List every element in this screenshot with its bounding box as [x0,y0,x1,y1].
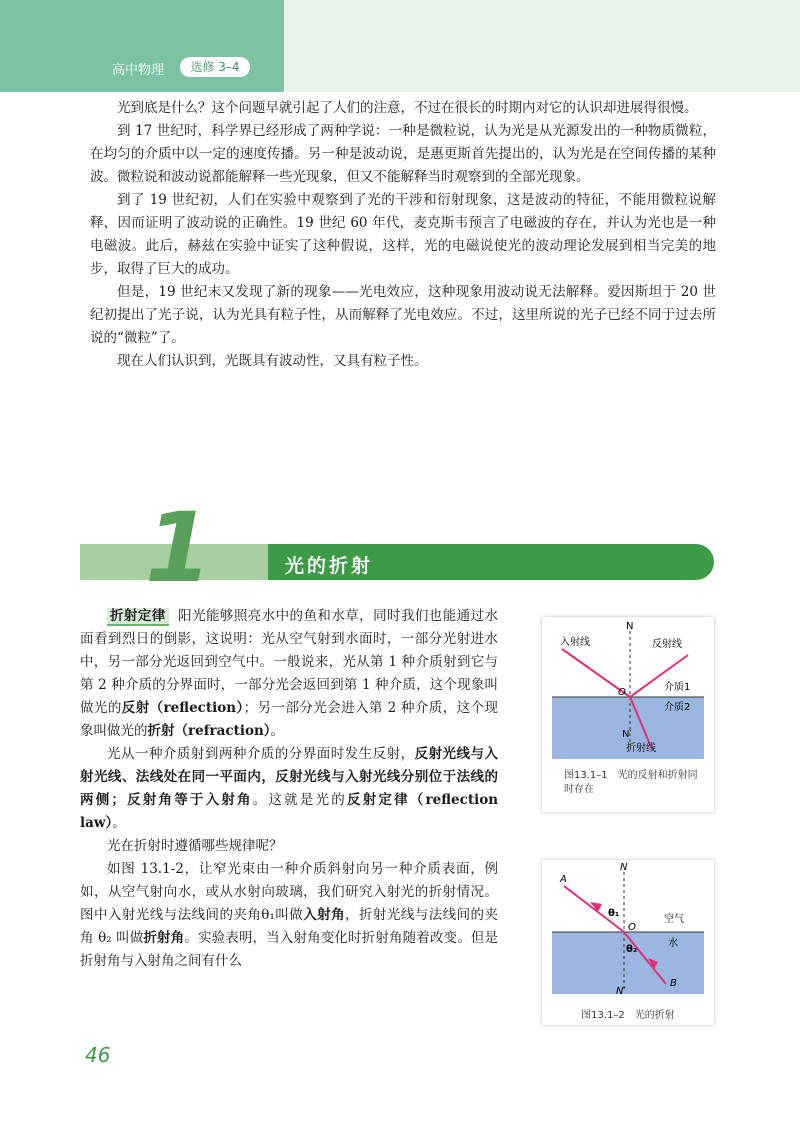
body-paragraph-3: 光在折射时遵循哪些规律呢？ [107,838,283,854]
fig2-label-b: B [670,978,677,989]
intro-paragraph: 到了 19 世纪初，人们在实验中观察到了光的干涉和衍射现象，这是波动的特征，不能用微粒说解释，因而证明了波动说的正确性。19 世纪 60 年代，麦克斯韦预言了电磁波的存在，并认为光也是一种电磁波。此后，赫兹在实验中证实了这种假说，这样，光的电磁说使光的波动理论发展到相当完美的地步，取得了巨大的成功。 [90,192,716,277]
intro-paragraph: 但是，19 世纪末又发现了新的现象——光电效应，这种现象用波动说无法解释。爱因斯坦于 20 世纪初提出了光子说，认为光具有粒子性，从而解释了光电效应。不过，这里所说的光子已经不同于过去所说的“微粒”了。 [90,284,716,346]
fig1-label-n-prime: N′ [622,729,632,740]
water-region [552,932,704,994]
intro-paragraph: 光到底是什么？这个问题早就引起了人们的注意，不过在很长的时期内对它的认识却进展得很慢。 [117,100,698,116]
fig1-label-refracted: 折射线 [626,743,656,754]
intro-text [90,97,716,373]
fig1-diagram [542,617,714,767]
fig1-label-n: N [626,621,634,632]
fig1-label-incident: 入射线 [560,637,590,648]
header-band-light [284,0,800,92]
book-title: 高中物理 [112,63,165,78]
body-paragraph-2: 光从一种介质射到两种介质的分界面时发生反射，反射光线与入射光线、法线处在同一平面内，反射光线与入射光线分别位于法线的两侧；反射角等于入射角。这就是光的反射定律（reflection law）。 [80,746,499,831]
fig2-label-theta1: θ₁ [608,908,620,919]
header-band [0,0,284,92]
fig1-label-o: O [618,687,626,698]
fig2-label-water: 水 [668,938,678,949]
fig1-label-medium2: 介质2 [664,702,691,713]
section-number: 1 [145,492,212,604]
volume-badge: 选修 3–4 [180,57,250,77]
intro-paragraph: 现在人们认识到，光既具有波动性，又具有粒子性。 [117,353,428,369]
fig2-diagram [542,860,714,1000]
fig2-caption: 图13.1–2 光的折射 [581,1010,675,1021]
body-paragraph-4: 如图 13.1-2，让窄光束由一种介质斜射向另一种介质表面，例如，从空气射向水，或从水射向玻璃，我们研究入射光的折射情况。图中入射光线与法线间的夹角θ₁叫做入射角，折射光线与法线间的夹角 θ₂ 叫做折射角。实验表明，当入射角变化时折射角随着改变。但是折射角与入射角之间有什么 [80,861,499,969]
section-title: 光的折射 [285,555,374,577]
topic-tag: 折射定律 [107,608,169,626]
fig2-label-o: O [628,922,636,933]
fig1-label-medium1: 介质1 [664,682,691,693]
body-text [80,605,498,973]
page-number: 46 [85,1043,111,1067]
figure-reflection-refraction [542,617,714,812]
fig2-label-n: N [620,862,628,873]
body-paragraph-1: 折射定律 阳光能够照亮水中的鱼和水草，同时我们也能通过水面看到烈日的倒影，这说明：光从空气射到水面时，一部分光射进水中，另一部分光返回到空气中。一般说来，光从第 1 种介质射到它与第 2 种介质的分界面时，一部分光会返回到第 1 种介质，这个现象叫做光的反射（reflection）；另一部分光会进入第 2 种介质，这个现象叫做光的折射（refraction）。 [80,608,499,739]
fig2-label-theta2: θ₂ [626,944,638,955]
fig2-label-air: 空气 [664,914,684,925]
figure-refraction [542,860,714,1025]
fig2-label-a: A [560,874,567,885]
fig1-label-reflected: 反射线 [652,639,682,650]
intro-paragraph: 到 17 世纪时，科学界已经形成了两种学说：一种是微粒说，认为光是从光源发出的一种物质微粒，在均匀的介质中以一定的速度传播。另一种是波动说，是惠更斯首先提出的，认为光是在空间传播的某种波。微粒说和波动说都能解释一些光现象，但又不能解释当时观察到的全部光现象。 [90,123,716,185]
fig1-caption: 图13.1–1 光的反射和折射同时存在 [564,770,698,795]
fig2-label-n-prime: N′ [616,986,626,997]
